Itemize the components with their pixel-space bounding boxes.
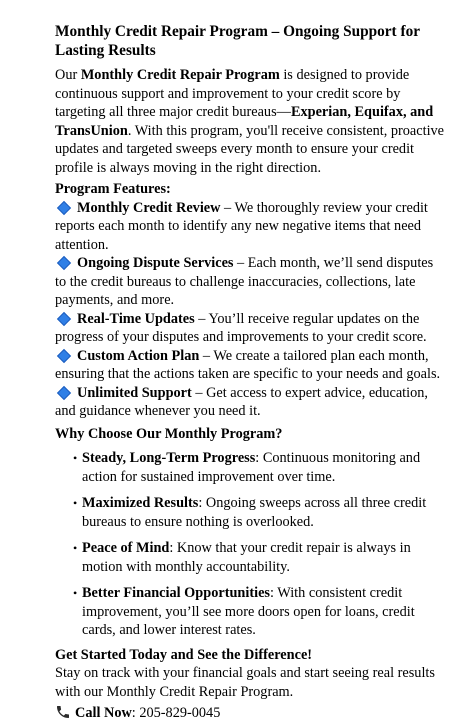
- why-item-text: : Know that your credit repair is always in motion with monthly accountability.: [82, 540, 411, 575]
- why-item-title: Maximized Results: [82, 495, 199, 511]
- feature-text: – We thoroughly review your credit reports each month to identify any new negative items that need attention.: [55, 199, 428, 253]
- call-now-line[interactable]: [55, 704, 447, 723]
- get-started-text: Stay on track with your financial goals and start seeing real results with our Monthly Credit Repair Program.: [55, 665, 435, 700]
- feature-item: [55, 199, 447, 255]
- bullet-icon: •: [73, 541, 78, 555]
- phone-number[interactable]: 205-829-0045: [139, 705, 221, 721]
- feature-text: – Get access to expert advice, education, and guidance whenever you need it.: [55, 384, 428, 419]
- feature-text: – We create a tailored plan each month, ensuring that the actions taken are specific to your needs and goals.: [55, 347, 441, 382]
- blue-diamond-icon: [57, 256, 71, 270]
- why-list-item: [55, 584, 447, 640]
- feature-title: Real-Time Updates: [77, 310, 195, 327]
- feature-text: – Each month, we’ll send disputes to the credit bureaus to challenge inaccuracies, collections, late payments, and more.: [55, 255, 434, 308]
- intro-text-1: Our: [55, 67, 81, 83]
- feature-item: [55, 384, 447, 421]
- bullet-icon: •: [73, 496, 78, 510]
- intro-paragraph: [55, 66, 447, 177]
- blue-diamond-icon: [57, 201, 71, 215]
- intro-program-name: Monthly Credit Repair Program: [80, 67, 280, 83]
- why-item-title: Better Financial Opportunities: [82, 585, 270, 601]
- intro-text-2: is designed to provide continuous support and improvement to your credit score by targeting all three major credit bureaus—: [55, 67, 410, 120]
- bullet-icon: •: [73, 586, 78, 600]
- feature-item: [55, 347, 447, 384]
- blue-diamond-icon: [57, 312, 71, 326]
- feature-title: Monthly Credit Review: [77, 199, 221, 216]
- features-heading: Program Features:: [55, 181, 171, 197]
- intro-text-3: . With this program, you'll receive consistent, proactive updates and targeted sweeps every month to ensure your credit profile is always moving in the right direction.: [55, 122, 445, 176]
- page-title: Monthly Credit Repair Program – Ongoing Support for Lasting Results: [55, 23, 420, 59]
- why-item-text: : With consistent credit improvement, you’ll see more doors open for loans, credit cards, and lower interest rates.: [82, 585, 415, 638]
- why-list: [55, 449, 447, 640]
- why-item-title: Steady, Long-Term Progress: [82, 450, 256, 466]
- why-heading: Why Choose Our Monthly Program?: [55, 425, 283, 442]
- feature-title: Custom Action Plan: [77, 347, 200, 364]
- why-item-text: : Continuous monitoring and action for sustained improvement over time.: [82, 450, 421, 485]
- blue-diamond-icon: [57, 386, 71, 400]
- why-item-title: Peace of Mind: [82, 540, 170, 556]
- get-started-heading: Get Started Today and See the Difference!: [55, 646, 313, 663]
- blue-diamond-icon: [57, 349, 71, 363]
- why-list-item: [55, 494, 447, 531]
- why-list-item: [55, 449, 447, 486]
- feature-text: – You’ll receive regular updates on the progress of your disputes and improvements to your credit score.: [55, 310, 427, 345]
- telephone-receiver-icon: [55, 704, 71, 720]
- call-separator: :: [131, 705, 140, 721]
- feature-title: Ongoing Dispute Services: [77, 255, 234, 271]
- intro-bureaus: Experian, Equifax, and TransUnion: [55, 104, 434, 139]
- bullet-icon: •: [73, 451, 78, 465]
- feature-item: [55, 254, 447, 310]
- call-now-label: Call Now: [75, 705, 132, 721]
- why-list-item: [55, 539, 447, 576]
- feature-item: [55, 310, 447, 347]
- why-item-text: : Ongoing sweeps across all three credit bureaus to ensure nothing is overlooked.: [82, 495, 427, 530]
- feature-title: Unlimited Support: [77, 384, 192, 401]
